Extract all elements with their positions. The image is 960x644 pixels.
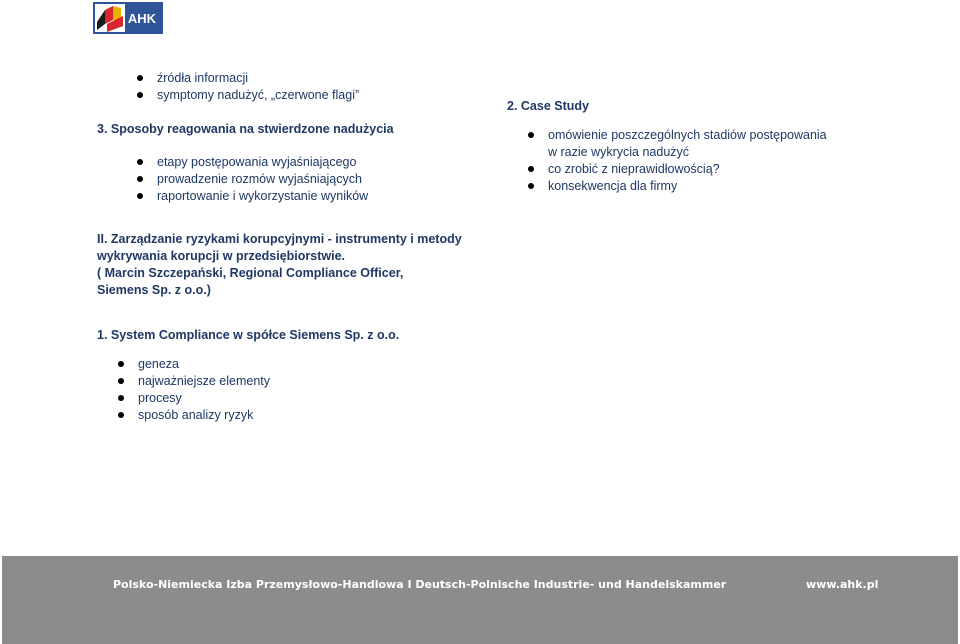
section3-list	[157, 154, 368, 205]
bullet-icon	[118, 378, 124, 384]
list-item: procesy	[138, 390, 270, 407]
system-heading: 1. System Compliance w spółce Siemens Sp. z o.o.	[97, 328, 400, 342]
bullet-icon	[528, 166, 534, 172]
case-study-heading: 2. Case Study	[507, 99, 589, 113]
bullet-icon	[118, 395, 124, 401]
list-item: co zrobić z nieprawidłowością?	[548, 161, 827, 178]
list-item: prowadzenie rozmów wyjaśniających	[157, 171, 368, 188]
bullet-icon	[528, 132, 534, 138]
list-item: omówienie poszczególnych stadiów postępowania	[548, 127, 827, 144]
logo-text: AHK	[127, 11, 157, 26]
list-item: w razie wykrycia nadużyć	[548, 145, 690, 159]
list-item: najważniejsze elementy	[138, 373, 270, 390]
bullet-icon	[137, 75, 143, 81]
section2-line: II. Zarządzanie ryzykami korupcyjnymi - instrumenty i metody	[97, 232, 462, 246]
list-item: sposób analizy ryzyk	[138, 407, 270, 424]
footer-bar	[2, 556, 958, 644]
list-item: geneza	[138, 356, 270, 373]
list-item: symptomy nadużyć, „czerwone flagi”	[157, 87, 359, 104]
ahk-logo	[93, 2, 163, 34]
section2-line: wykrywania korupcji w przedsiębiorstwie.	[97, 249, 345, 263]
sources-list	[157, 70, 359, 104]
bullet-icon	[137, 159, 143, 165]
list-item: konsekwencja dla firmy	[548, 178, 827, 195]
section3-heading: 3. Sposoby reagowania na stwierdzone nadużycia	[97, 122, 394, 136]
bullet-icon	[137, 176, 143, 182]
footer-chamber-name: Polsko-Niemiecka Izba Przemysłowo-Handlowa I Deutsch-Polnische Industrie- und Handelskammer	[113, 578, 727, 591]
bullet-icon	[137, 92, 143, 98]
footer-website-link[interactable]: www.ahk.pl	[806, 578, 879, 591]
case-study-list	[548, 127, 827, 195]
section2-line: ( Marcin Szczepański, Regional Compliance Officer,	[97, 266, 404, 280]
bullet-icon	[528, 183, 534, 189]
system-list	[138, 356, 270, 424]
list-item: źródła informacji	[157, 70, 359, 87]
bullet-icon	[137, 193, 143, 199]
bullet-icon	[118, 361, 124, 367]
section2-block	[97, 231, 462, 299]
list-item: raportowanie i wykorzystanie wyników	[157, 188, 368, 205]
list-item: etapy postępowania wyjaśniającego	[157, 154, 368, 171]
bullet-icon	[118, 412, 124, 418]
ahk-logo-graphic	[93, 2, 163, 34]
section2-line: Siemens Sp. z o.o.)	[97, 283, 211, 297]
